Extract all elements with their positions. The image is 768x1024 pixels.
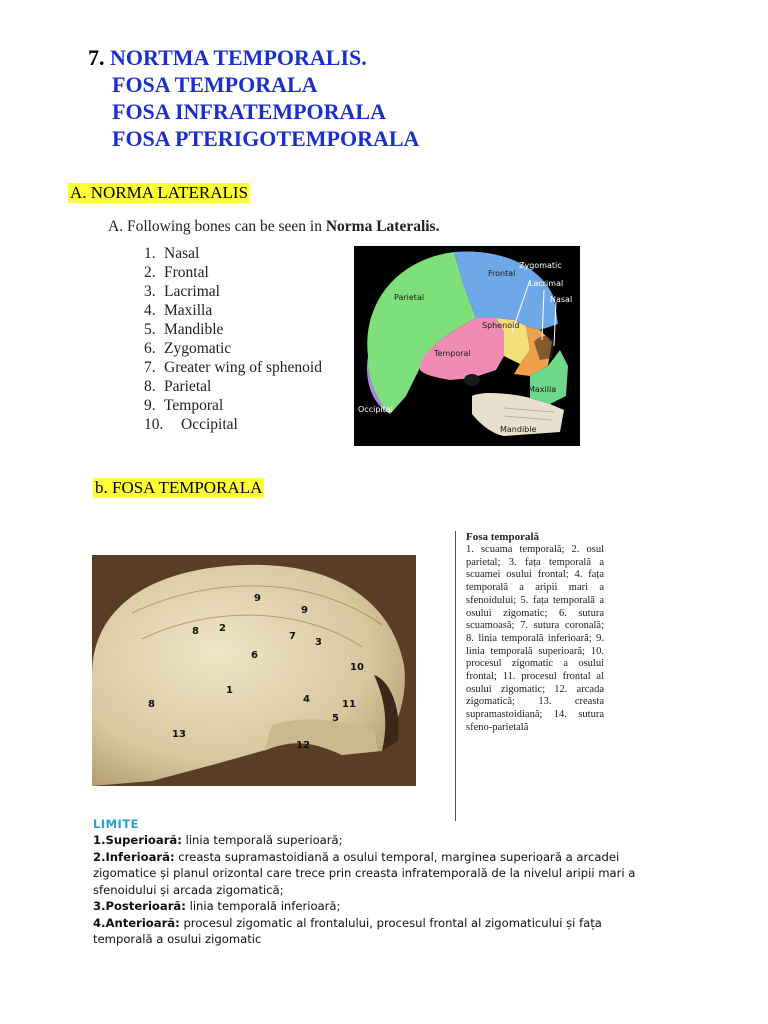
limite-item: 4.Anterioară: procesul zigomatic al frontalului, procesul frontal al zigomaticului și fața temporală a osului zigomatic bbox=[93, 915, 602, 946]
section-a-heading: A. NORMA LATERALIS bbox=[70, 183, 249, 202]
title-line-3: FOSA INFRATEMPORALA bbox=[112, 99, 386, 124]
bone-list-item: 5. Mandible bbox=[144, 321, 224, 338]
bone-list-item: 6. Zygomatic bbox=[144, 340, 232, 357]
bone-list-item: 4. Maxilla bbox=[144, 302, 213, 319]
photo-number: 9 bbox=[301, 605, 308, 616]
title-line-4: FOSA PTERIGOTEMPORALA bbox=[112, 126, 420, 151]
section-b-heading: b. FOSA TEMPORALA bbox=[95, 478, 263, 497]
bone-list-item: 8. Parietal bbox=[144, 378, 212, 395]
label-sphenoid: Sphenoid bbox=[482, 321, 520, 330]
temporal-fossa-photo bbox=[92, 555, 416, 786]
bone-list-item: 10. Occipital bbox=[144, 416, 238, 433]
label-temporal: Temporal bbox=[434, 349, 471, 358]
label-lacrimal: Lacrimal bbox=[529, 279, 564, 288]
limite-title: LIMITE bbox=[93, 817, 140, 831]
photo-number: 10 bbox=[350, 662, 364, 673]
caption-title: Fosa temporală bbox=[466, 531, 540, 543]
label-frontal: Frontal bbox=[488, 269, 516, 278]
fossa-caption bbox=[455, 531, 604, 821]
photo-number: 11 bbox=[342, 699, 356, 710]
page-title bbox=[88, 44, 419, 152]
caption-text: 1. scuama temporală; 2. osul parietal; 3. fața temporală a scuamei osului frontal; 4. fața temporală a aripii mari a sfenoidului; 5. fața temporală a osului zigomatic; 6. sutura scuamoasă; 7. sutura coronală; 8. linia temporală inferioară; 9. linia temporală superioară; 10. procesul zigomatic a osului frontal; 11. procesul frontal al osului zigomatic; 12. arcada zigomatică; 13. creasta supramastoidiană; 14. sutura sfeno-parietală bbox=[466, 544, 604, 733]
label-nasal: Nasal bbox=[550, 295, 573, 304]
limite-item: 2.Inferioară: creasta supramastoidiană a osului temporal, marginea superioară a arcadei zigomatice și planul orizontal care trece prin creasta infratemporală de la nivelul aripii mari a sfenoidului și arcada zigomatică; bbox=[93, 849, 636, 897]
label-parietal: Parietal bbox=[394, 293, 425, 302]
photo-number: 5 bbox=[332, 713, 339, 724]
label-occipital: Occipital bbox=[358, 405, 393, 414]
label-mandible: Mandible bbox=[500, 425, 537, 434]
photo-number: 12 bbox=[296, 740, 310, 751]
photo-number: 1 bbox=[226, 685, 233, 696]
photo-number: 6 bbox=[251, 650, 258, 661]
photo-number: 2 bbox=[219, 623, 226, 634]
label-maxilla: Maxilla bbox=[528, 385, 557, 394]
photo-number: 13 bbox=[172, 729, 186, 740]
title-line-1: NORTMA TEMPORALIS. bbox=[110, 45, 367, 70]
bone-list-item: 1. Nasal bbox=[144, 245, 200, 262]
photo-number: 8 bbox=[192, 626, 199, 637]
title-line-2: FOSA TEMPORALA bbox=[112, 72, 318, 97]
bone-list-item: 3. Lacrimal bbox=[144, 283, 220, 300]
photo-number: 3 bbox=[315, 637, 322, 648]
limite-item: 3.Posterioară: linia temporală inferioară; bbox=[93, 899, 341, 913]
photo-number: 4 bbox=[303, 694, 310, 705]
title-number: 7. bbox=[88, 45, 105, 70]
photo-number: 7 bbox=[289, 631, 296, 642]
photo-number: 8 bbox=[148, 699, 155, 710]
bone-list-item: 9. Temporal bbox=[144, 397, 224, 414]
lateralis-intro: A. Following bones can be seen in Norma Lateralis. bbox=[108, 218, 440, 235]
bone-list bbox=[144, 244, 322, 434]
bone-list-item: 2. Frontal bbox=[144, 264, 209, 281]
bone-list-item: 7. Greater wing of sphenoid bbox=[144, 359, 322, 376]
limite-item: 1.Superioară: linia temporală superioară; bbox=[93, 833, 343, 847]
limite-section bbox=[93, 816, 653, 948]
lateral-skull-diagram bbox=[354, 246, 580, 446]
ear-hole bbox=[464, 374, 480, 386]
photo-number: 9 bbox=[254, 593, 261, 604]
label-zygomatic: Zygomatic bbox=[519, 261, 562, 270]
